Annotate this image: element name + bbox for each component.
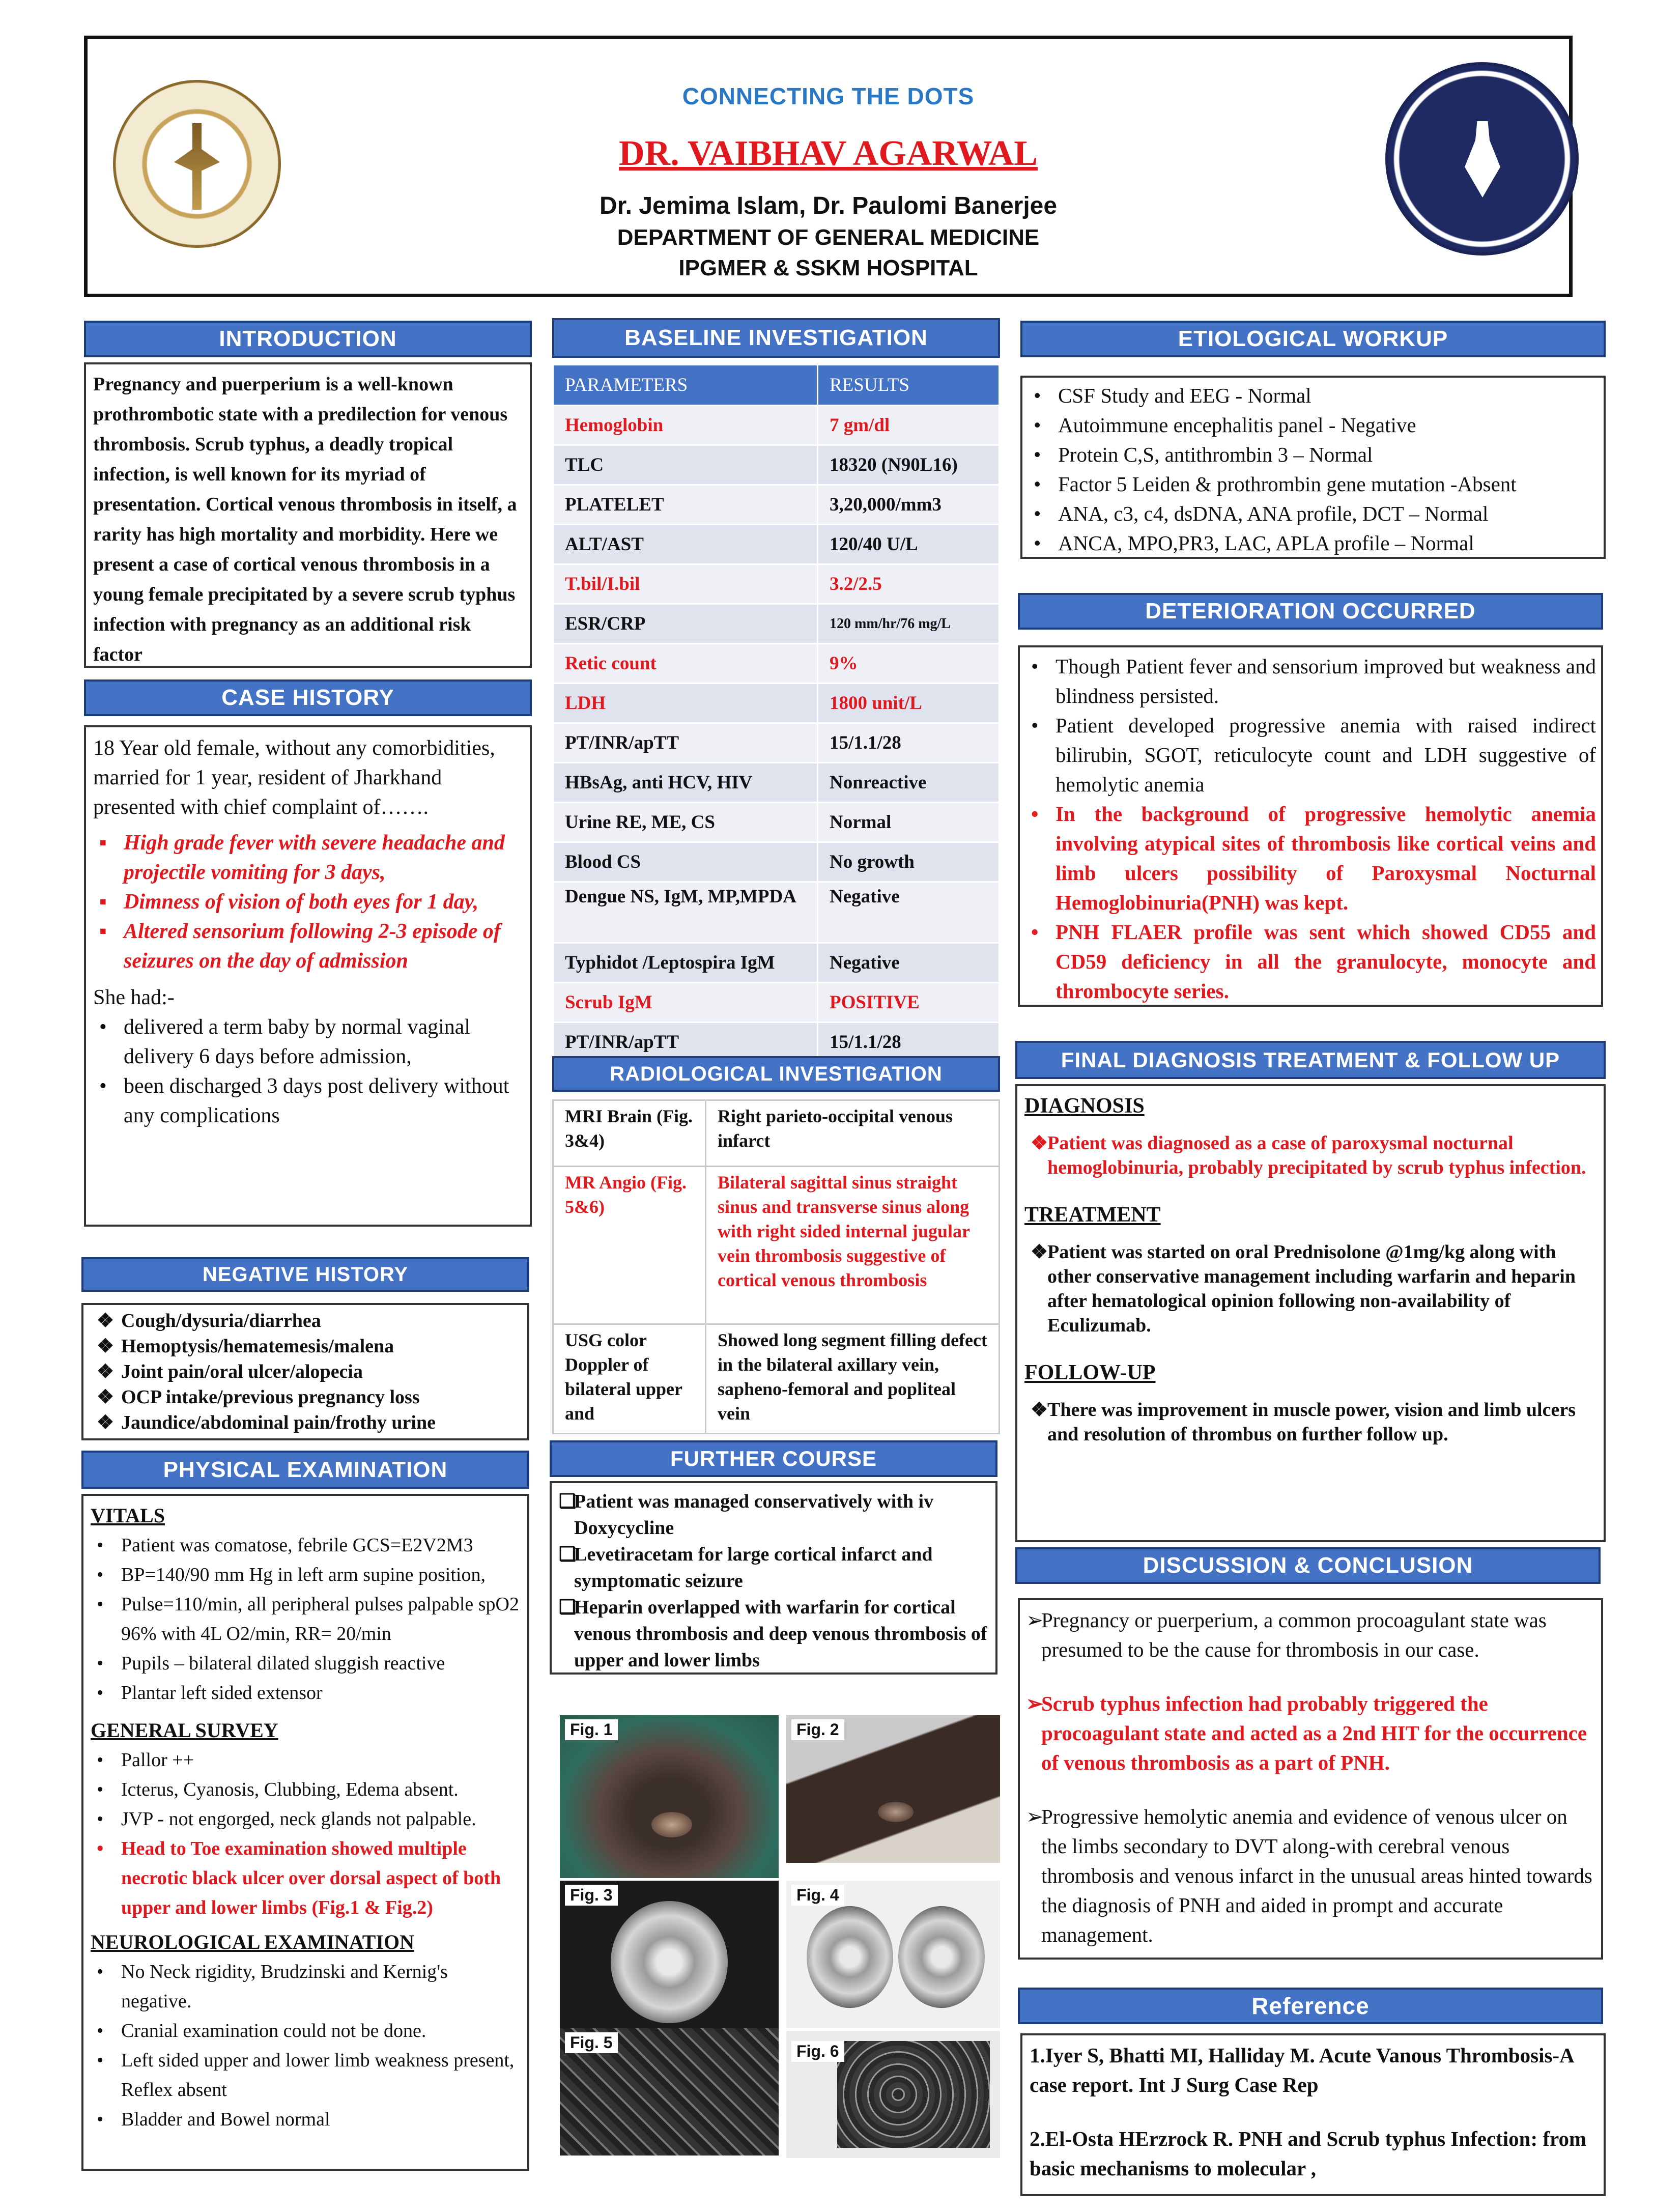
figure-4 (786, 1881, 1000, 2028)
radiological-heading: RADIOLOGICAL INVESTIGATION (552, 1056, 1000, 1092)
deterioration-item: • PNH FLAER profile was sent which showed CD55 and CD59 deficiency in all the granulocyte, monocyte and thrombocyte series. (1025, 917, 1596, 1006)
neuro-item: • Left sided upper and lower limb weakness present, Reflex absent (91, 2046, 520, 2105)
negative-item: ❖ Cough/dysuria/diarrhea (91, 1308, 520, 1334)
table-row (553, 644, 1000, 684)
parameter-cell: Retic count (553, 644, 818, 684)
table-header: RESULTS (818, 365, 1000, 406)
negative-history-heading: NEGATIVE HISTORY (81, 1257, 529, 1292)
neuro-heading: NEUROLOGICAL EXAMINATION (91, 1931, 414, 1953)
baseline-heading: BASELINE INVESTIGATION (552, 318, 1000, 358)
parameter-cell: Blood CS (553, 842, 818, 882)
result-cell: Nonreactive (818, 763, 1000, 803)
table-header: PARAMETERS (553, 365, 818, 406)
table-row (553, 564, 1000, 604)
etiology-item: • Factor 5 Leiden & prothrombin gene mutation -Absent (1028, 469, 1599, 499)
parameter-cell: LDH (553, 684, 818, 723)
diagnosis-heading: DIAGNOSIS (1024, 1094, 1145, 1118)
neuro-list (91, 1957, 520, 2134)
poster-kicker: CONNECTING THE DOTS (682, 83, 975, 109)
course-item: ❑ Heparin overlapped with warfarin for cortical venous thrombosis and deep venous thrombosis of upper and lower limbs (559, 1594, 988, 1674)
rad-result: Bilateral sagittal sinus straight sinus and transverse sinus along with right sided internal jugular vein thrombosis suggestive of cortical venous thrombosis (706, 1167, 1000, 1324)
figure-label: Fig. 2 (791, 1719, 844, 1740)
further-course-heading: FURTHER COURSE (550, 1440, 997, 1477)
mri-brain-image (611, 1901, 728, 2023)
table-row (553, 525, 1000, 564)
etiological-box (1020, 376, 1606, 559)
figure-label: Fig. 1 (565, 1719, 618, 1740)
etiology-item: • ANA, c3, c4, dsDNA, ANA profile, DCT – Normal (1028, 499, 1599, 528)
general-item: • Pallor ++ (91, 1745, 520, 1775)
follow-up-heading: FOLLOW-UP (1024, 1361, 1156, 1384)
department: DEPARTMENT OF GENERAL MEDICINE (617, 225, 1040, 250)
etiology-item: • CSF Study and EEG - Normal (1028, 381, 1599, 410)
discussion-box (1018, 1598, 1603, 1960)
parameter-cell: T.bil/I.bil (553, 564, 818, 604)
vitals-list (91, 1530, 520, 1708)
introduction-box (84, 362, 532, 668)
radiological-table (552, 1099, 1000, 1434)
parameter-cell: Hemoglobin (553, 406, 818, 445)
negative-history-list (91, 1308, 520, 1435)
result-cell: No growth (818, 842, 1000, 882)
further-course-box (550, 1481, 997, 1675)
rad-param: MRI Brain (Fig. 3&4) (553, 1100, 706, 1167)
presenter-name: DR. VAIBHAV AGARWAL (619, 134, 1038, 173)
diagnosis-text: ❖ Patient was diagnosed as a case of paroxysmal nocturnal hemoglobinuria, probably precipitated by scrub typhus infection. (1024, 1131, 1596, 1180)
final-heading: FINAL DIAGNOSIS TREATMENT & FOLLOW UP (1015, 1041, 1606, 1079)
result-cell: 1800 unit/L (818, 684, 1000, 723)
case-history-heading: CASE HISTORY (84, 679, 532, 716)
vitals-item: • Pupils – bilateral dilated sluggish reactive (91, 1649, 520, 1678)
parameter-cell: HBsAg, anti HCV, HIV (553, 763, 818, 803)
vitals-item: • Pulse=110/min, all peripheral pulses palpable spO2 96% with 4L O2/min, RR= 20/min (91, 1590, 520, 1649)
case-intro: 18 Year old female, without any comorbidities, married for 1 year, resident of Jharkhand presented with chief complaint of……. (93, 736, 495, 819)
deterioration-box (1018, 645, 1603, 1007)
parameter-cell: Dengue NS, IgM, MP,MPDA (553, 882, 818, 943)
rad-param: USG color Doppler of bilateral upper and (553, 1324, 706, 1434)
mri-brain-image (898, 1906, 985, 2008)
result-cell: Normal (818, 803, 1000, 842)
poster-header (84, 36, 1573, 297)
etiology-item: • Protein C,S, antithrombin 3 – Normal (1028, 440, 1599, 469)
figure-1 (560, 1715, 779, 1878)
parameter-cell: PT/INR/apTT (553, 723, 818, 763)
rad-result: Showed long segment filling defect in the bilateral axillary vein, sapheno-femoral and popliteal vein (706, 1324, 1000, 1434)
complaint-item: ▪ Dimness of vision of both eyes for 1 day, (93, 887, 523, 917)
deterioration-heading: DETERIORATION OCCURRED (1018, 593, 1603, 630)
further-course-list (559, 1488, 988, 1674)
case-history-box (84, 725, 532, 1227)
figure-label: Fig. 6 (791, 2041, 844, 2062)
table-row (553, 723, 1000, 763)
introduction-heading: INTRODUCTION (84, 321, 532, 357)
physical-exam-box (81, 1494, 529, 2171)
result-cell: POSITIVE (818, 983, 1000, 1023)
negative-item: ❖ OCP intake/previous pregnancy loss (91, 1384, 520, 1410)
general-survey-heading: GENERAL SURVEY (91, 1719, 278, 1742)
etiological-heading: ETIOLOGICAL WORKUP (1020, 321, 1606, 357)
result-cell: 15/1.1/28 (818, 723, 1000, 763)
etiology-item: • Autoimmune encephalitis panel - Negative (1028, 410, 1599, 440)
result-cell: 120/40 U/L (818, 525, 1000, 564)
baseline-table (552, 364, 1000, 1063)
general-item: • JVP - not engorged, neck glands not palpable. (91, 1804, 520, 1834)
deterioration-item: • Though Patient fever and sensorium improved but weakness and blindness persisted. (1025, 651, 1596, 711)
negative-history-box (81, 1303, 529, 1440)
figure-label: Fig. 3 (565, 1885, 618, 1906)
table-row (553, 763, 1000, 803)
table-row (553, 684, 1000, 723)
general-item: • Head to Toe examination showed multiple necrotic black ulcer over dorsal aspect of both upper and lower limbs (Fig.1 & Fig.2) (91, 1834, 520, 1922)
negative-item: ❖ Joint pain/oral ulcer/alopecia (91, 1359, 520, 1384)
physical-exam-heading: PHYSICAL EXAMINATION (81, 1451, 529, 1489)
result-cell: 3,20,000/mm3 (818, 485, 1000, 525)
reference-item: 2.El-Osta HErzrock R. PNH and Scrub typhus Infection: from basic mechanisms to molecular , (1030, 2127, 1587, 2180)
course-item: ❑ Levetiracetam for large cortical infarct and symptomatic seizure (559, 1541, 988, 1594)
follow-up-text: ❖ There was improvement in muscle power, vision and limb ulcers and resolution of thrombus on further follow up. (1024, 1398, 1596, 1447)
diagnosis-list (1024, 1131, 1596, 1180)
vitals-heading: VITALS (91, 1504, 165, 1527)
neuro-item: • No Neck rigidity, Brudzinski and Kernig's negative. (91, 1957, 520, 2016)
angio-image (837, 2041, 990, 2148)
parameter-cell: Urine RE, ME, CS (553, 803, 818, 842)
deterioration-list (1025, 651, 1596, 1006)
vitals-item: • BP=140/90 mm Hg in left arm supine position, (91, 1560, 520, 1590)
result-cell: 3.2/2.5 (818, 564, 1000, 604)
hospital: IPGMER & SSKM HOSPITAL (678, 256, 978, 280)
result-cell: Negative (818, 943, 1000, 983)
history-list (93, 1012, 523, 1130)
parameter-cell: ALT/AST (553, 525, 818, 564)
rad-param: MR Angio (Fig. 5&6) (553, 1167, 706, 1324)
result-cell: 7 gm/dl (818, 406, 1000, 445)
rad-result: Right parieto-occipital venous infarct (706, 1100, 1000, 1167)
result-cell: 120 mm/hr/76 mg/L (818, 604, 1000, 644)
figure-label: Fig. 4 (791, 1885, 844, 1906)
negative-item: ❖ Hemoptysis/hematemesis/malena (91, 1334, 520, 1359)
reference-item: 1.Iyer S, Bhatti MI, Halliday M. Acute Vanous Thrombosis-A case report. Int J Surg Case Rep (1030, 2044, 1574, 2096)
general-survey-list (91, 1745, 520, 1922)
treatment-heading: TREATMENT (1024, 1203, 1161, 1227)
complaint-list (93, 828, 523, 976)
etiological-list (1028, 381, 1599, 558)
table-row (553, 406, 1000, 445)
history-item: • been discharged 3 days post delivery without any complications (93, 1071, 523, 1130)
table-row (553, 842, 1000, 882)
table-row (553, 803, 1000, 842)
table-row (553, 943, 1000, 983)
general-item: • Icterus, Cyanosis, Clubbing, Edema absent. (91, 1775, 520, 1804)
introduction-text: Pregnancy and puerperium is a well-known prothrombotic state with a predilection for venous thrombosis. Scrub typhus, a deadly tropical infection, is well known for its myriad of presentation. Cortical venous thrombosis in itself, a rarity has high mortality and morbidity. Here we present a case of cortical venous thrombosis in a young female precipitated by a severe scrub typhus infection with pregnancy as an additional risk factor (93, 374, 517, 665)
treatment-list (1024, 1240, 1596, 1338)
complaint-item: ▪ High grade fever with severe headache and projectile vomiting for 3 days, (93, 828, 523, 887)
treatment-text: ❖ Patient was started on oral Prednisolone @1mg/kg along with other conservative management including warfarin and heparin after hematological opinion following non-availability of Eculizumab. (1024, 1240, 1596, 1338)
result-cell: 18320 (N90L16) (818, 445, 1000, 485)
follow-up-list (1024, 1398, 1596, 1447)
parameter-cell: TLC (553, 445, 818, 485)
figure-6 (786, 2031, 1000, 2158)
discussion-heading: DISCUSSION & CONCLUSION (1015, 1547, 1601, 1584)
course-item: ❑ Patient was managed conservatively with iv Doxycycline (559, 1488, 988, 1541)
deterioration-item: • Patient developed progressive anemia with raised indirect bilirubin, SGOT, reticulocyte count and LDH suggestive of hemolytic anemia (1025, 711, 1596, 799)
figure-label: Fig. 5 (565, 2032, 618, 2053)
result-cell: Negative (818, 882, 1000, 943)
reference-box (1020, 2033, 1606, 2196)
table-row (553, 445, 1000, 485)
figure-3 (560, 1881, 779, 2028)
vitals-item: • Patient was comatose, febrile GCS=E2V2M3 (91, 1530, 520, 1560)
neuro-item: • Bladder and Bowel normal (91, 2105, 520, 2134)
complaint-item: ▪ Altered sensorium following 2-3 episode of seizures on the day of admission (93, 917, 523, 976)
neuro-item: • Cranial examination could not be done. (91, 2016, 520, 2046)
mri-brain-image (807, 1906, 893, 2008)
parameter-cell: PLATELET (553, 485, 818, 525)
table-row (553, 604, 1000, 644)
vitals-item: • Plantar left sided extensor (91, 1678, 520, 1708)
negative-item: ❖ Jaundice/abdominal pain/frothy urine (91, 1410, 520, 1435)
table-row (553, 983, 1000, 1023)
discussion-item: ➢ Pregnancy or puerperium, a common procoagulant state was presumed to be the cause for thrombosis in our case. (1026, 1605, 1595, 1664)
she-had-label: She had:- (93, 986, 175, 1009)
discussion-item: ➢ Scrub typhus infection had probably triggered the procoagulant state and acted as a 2nd HIT for the occurrence of venous thrombosis as a part of PNH. (1026, 1689, 1595, 1777)
history-item: • delivered a term baby by normal vaginal delivery 6 days before admission, (93, 1012, 523, 1071)
figure-2 (786, 1715, 1000, 1863)
etiology-item: • ANCA, MPO,PR3, LAC, APLA profile – Normal (1028, 528, 1599, 558)
final-box (1015, 1084, 1606, 1542)
result-cell: 9% (818, 644, 1000, 684)
table-row (553, 882, 1000, 943)
discussion-list (1026, 1605, 1595, 1949)
ulcer-image (878, 1802, 914, 1822)
discussion-item: ➢ Progressive hemolytic anemia and evidence of venous ulcer on the limbs secondary to DVT along-with cerebral venous thrombosis and venous infarct in the unusual areas hinted towards the diagnosis of PNH and aided in prompt and accurate management. (1026, 1802, 1595, 1949)
author-list: Dr. Jemima Islam, Dr. Paulomi Banerjee (599, 192, 1058, 219)
parameter-cell: Typhidot /Leptospira IgM (553, 943, 818, 983)
parameter-cell: ESR/CRP (553, 604, 818, 644)
deterioration-item: • In the background of progressive hemolytic anemia involving atypical sites of thrombosis like cortical veins and limb ulcers possibility of Paroxysmal Nocturnal Hemoglobinuria(PNH) was kept. (1025, 799, 1596, 917)
table-row (553, 485, 1000, 525)
result-cell: 15/1.1/28 (818, 1023, 1000, 1062)
parameter-cell: Scrub IgM (553, 983, 818, 1023)
parameter-cell: PT/INR/apTT (553, 1023, 818, 1062)
ulcer-image (651, 1812, 692, 1837)
figure-5 (560, 2028, 779, 2156)
reference-heading: Reference (1018, 1988, 1603, 2024)
